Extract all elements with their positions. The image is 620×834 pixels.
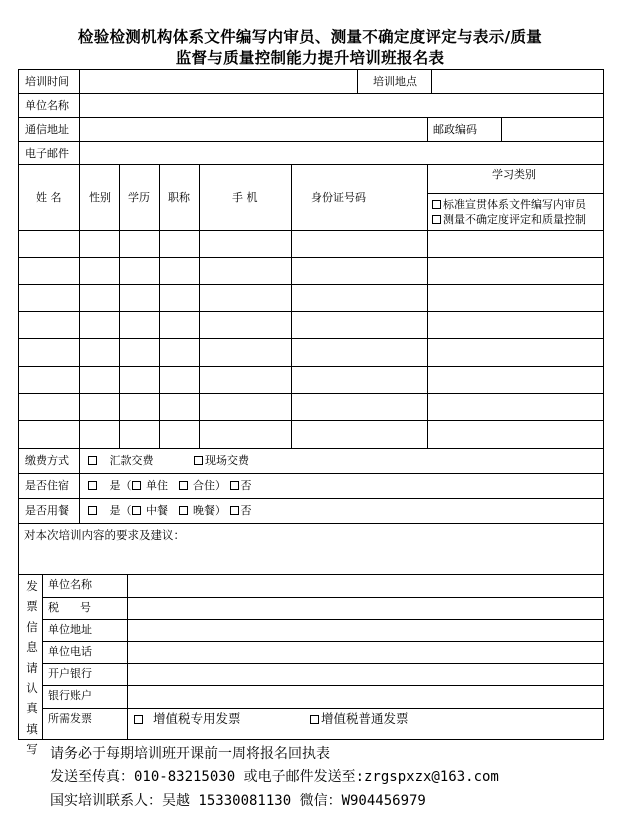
lodging-yes[interactable]: [88, 479, 252, 493]
checkbox[interactable]: [310, 715, 319, 724]
rule: [501, 117, 502, 141]
col-id-number: 身份证号码: [311, 191, 366, 204]
lodging-single-label: 单住: [146, 479, 168, 492]
rule: [18, 473, 604, 474]
rule: [79, 448, 80, 523]
checkbox[interactable]: [179, 481, 188, 490]
rule: [79, 69, 80, 164]
side-char: 信: [26, 619, 38, 634]
checkbox[interactable]: [132, 506, 141, 515]
checkbox[interactable]: [179, 506, 188, 515]
label-invoice-unit-name: 单位名称: [48, 578, 92, 591]
study-option-2-label: 测量不确定度评定和质量控制: [443, 213, 586, 226]
form-title-line1: 检验检测机构体系文件编写内审员、测量不确定度评定与表示/质量: [77, 28, 543, 46]
payment-remit[interactable]: [88, 454, 154, 468]
rule: [127, 574, 128, 740]
rule: [79, 164, 80, 448]
label-training-place: 培训地点: [373, 75, 417, 88]
checkbox[interactable]: [132, 481, 141, 490]
label-email: 电子邮件: [25, 147, 69, 160]
label-meal: 是否用餐: [25, 504, 69, 517]
side-char: 写: [26, 742, 38, 757]
study-option-1-label: 标准宣贯体系文件编写内审员: [443, 198, 586, 211]
payment-remit-label: 汇款交费: [109, 454, 154, 467]
study-option-2[interactable]: [432, 213, 586, 227]
footer-line1: 请务必于每期培训班开课前一周将报名回执表: [50, 746, 330, 762]
label-training-time: 培训时间: [25, 75, 69, 88]
rule: [18, 393, 604, 394]
label-invoice-address: 单位地址: [48, 623, 92, 636]
label-invoice-tax-no: 税 号: [48, 601, 91, 614]
form-title-line2: 监督与质量控制能力提升培训班报名表: [175, 49, 445, 67]
col-education: 学历: [128, 191, 150, 204]
col-study-category: 学习类别: [492, 168, 536, 181]
side-char: 发: [26, 579, 38, 593]
side-char: 票: [26, 599, 38, 614]
invoice-vat-special[interactable]: [134, 712, 240, 726]
checkbox[interactable]: [432, 200, 441, 209]
label-postcode: 邮政编码: [433, 123, 477, 136]
suggestion-label: 对本次培训内容的要求及建议：: [24, 528, 185, 542]
col-title: 职称: [168, 191, 190, 204]
rule: [18, 257, 604, 258]
checkbox[interactable]: [88, 456, 97, 465]
meal-lunch-label: 中餐: [146, 504, 168, 517]
rule: [119, 164, 120, 448]
rule: [18, 523, 604, 524]
rule: [199, 164, 200, 448]
label-lodging: 是否住宿: [25, 479, 69, 492]
checkbox[interactable]: [88, 481, 97, 490]
invoice-side-label: [23, 576, 41, 760]
lodging-yes-label: 是（: [109, 479, 132, 492]
rule: [18, 117, 604, 118]
rule: [18, 366, 604, 367]
checkbox[interactable]: [134, 715, 143, 724]
rule: [427, 117, 428, 141]
rule: [18, 338, 604, 339]
rule: [291, 164, 292, 448]
checkbox[interactable]: [432, 215, 441, 224]
rule: [18, 164, 604, 165]
lodging-no-label: 否: [240, 479, 252, 492]
col-mobile: 手 机: [232, 191, 258, 204]
side-char: 填: [26, 721, 38, 736]
rule: [18, 93, 604, 94]
rule: [159, 164, 160, 448]
rule: [18, 448, 604, 449]
footer-line3: 国实培训联系人：吴越 15330081130 微信：W904456979: [50, 793, 426, 809]
checkbox[interactable]: [230, 506, 239, 515]
side-char: 认: [26, 681, 38, 696]
rule: [18, 311, 604, 312]
checkbox[interactable]: [88, 506, 97, 515]
rule: [427, 193, 604, 194]
invoice-vat-normal[interactable]: [310, 712, 409, 726]
lodging-shared-label: 合住）: [193, 479, 226, 492]
checkbox[interactable]: [194, 456, 203, 465]
side-char: 真: [26, 701, 38, 716]
label-invoice-phone: 单位电话: [48, 645, 92, 658]
rule: [431, 69, 432, 93]
label-invoice-type: 所需发票: [48, 712, 92, 725]
invoice-vat-special-label: 增值税专用发票: [152, 711, 241, 726]
payment-onsite-label: 现场交费: [205, 454, 249, 467]
meal-no-label: 否: [240, 504, 252, 517]
footer-line2: 发送至传真：010-83215030 或电子邮件发送至:zrgspxzx@163.com: [50, 769, 499, 785]
rule: [18, 420, 604, 421]
rule: [18, 574, 604, 575]
payment-onsite[interactable]: [194, 454, 249, 468]
label-address: 通信地址: [25, 123, 69, 136]
rule: [357, 69, 358, 93]
rule: [18, 284, 604, 285]
col-gender: 性别: [89, 191, 111, 204]
label-unit-name: 单位名称: [25, 99, 69, 112]
rule: [18, 498, 604, 499]
label-invoice-account: 银行账户: [48, 689, 92, 702]
side-char: 息: [26, 640, 38, 655]
label-invoice-bank: 开户银行: [48, 667, 92, 680]
rule: [427, 164, 428, 448]
label-payment: 缴费方式: [25, 454, 69, 467]
meal-yes[interactable]: [88, 504, 252, 518]
study-option-1[interactable]: [432, 198, 586, 212]
invoice-vat-normal-label: 增值税普通发票: [321, 711, 409, 726]
meal-yes-label: 是（: [109, 504, 132, 517]
rule: [18, 141, 604, 142]
rule: [18, 230, 604, 231]
rule: [42, 574, 43, 740]
checkbox[interactable]: [230, 481, 239, 490]
col-name: 姓 名: [36, 191, 62, 204]
meal-dinner-label: 晚餐）: [193, 504, 226, 517]
side-char: 请: [26, 660, 38, 675]
